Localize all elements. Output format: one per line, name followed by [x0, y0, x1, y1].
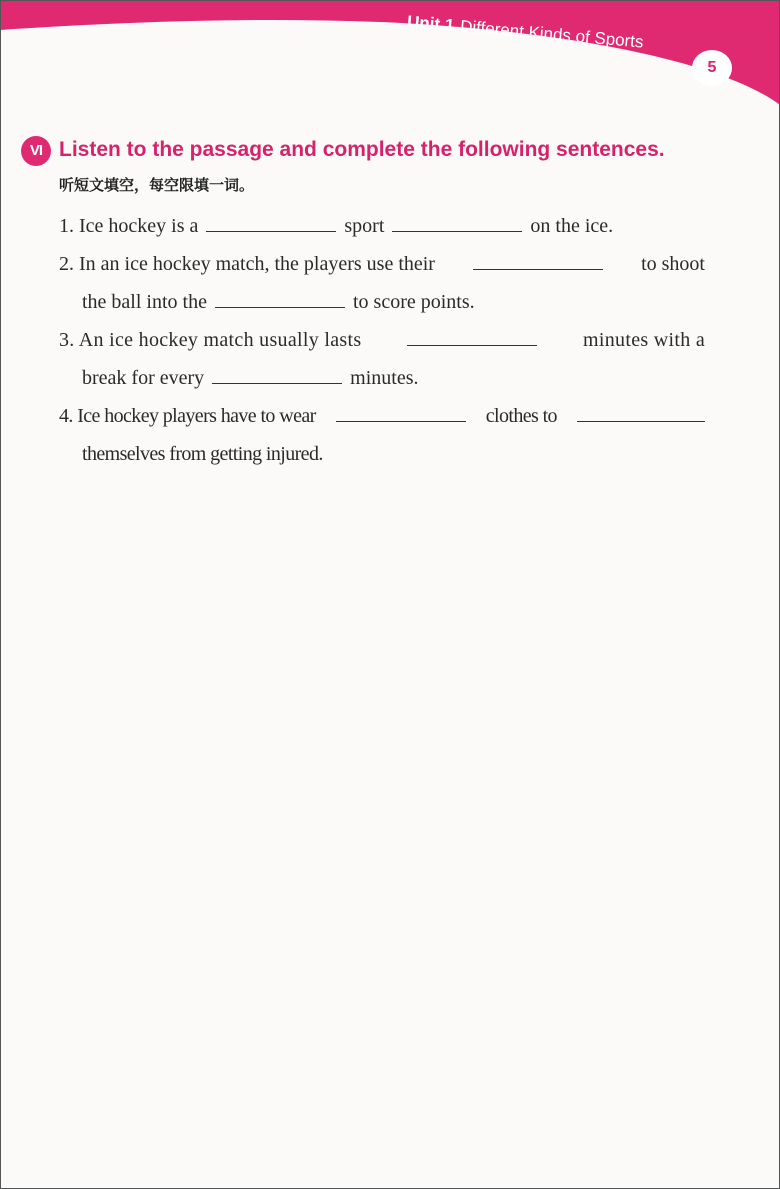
- question-text: minutes with a: [583, 329, 705, 351]
- question-text: 4. Ice hockey players have to wear: [59, 405, 316, 427]
- question-4: [59, 397, 705, 435]
- header-band: [0, 0, 780, 120]
- question-text: on the ice.: [530, 215, 614, 237]
- question-1: [59, 207, 705, 245]
- question-text: sport: [344, 215, 385, 237]
- answer-blank[interactable]: [215, 285, 345, 308]
- page-number: 5: [692, 50, 732, 86]
- question-text: 3. An ice hockey match usually lasts: [59, 329, 362, 351]
- answer-blank[interactable]: [206, 209, 336, 232]
- answer-blank[interactable]: [392, 209, 522, 232]
- answer-blank[interactable]: [577, 399, 705, 422]
- question-text: 2. In an ice hockey match, the players use their: [59, 253, 435, 275]
- answer-blank[interactable]: [473, 247, 603, 270]
- question-3: [59, 321, 705, 359]
- question-list: [59, 207, 705, 473]
- question-4-continued: [59, 435, 705, 473]
- question-text: clothes to: [485, 405, 557, 427]
- section-instruction: 听短文填空，每空限填一词。: [59, 176, 255, 194]
- answer-blank[interactable]: [407, 323, 537, 346]
- question-text: to shoot: [641, 253, 705, 275]
- answer-blank[interactable]: [212, 361, 342, 384]
- question-text: to score points.: [352, 291, 475, 313]
- question-text: 1. Ice hockey is a: [59, 215, 199, 237]
- unit-title: Different Kinds of Sports: [459, 16, 645, 52]
- answer-blank[interactable]: [336, 399, 466, 422]
- section-badge: VI: [21, 136, 51, 166]
- section-title: Listen to the passage and complete the following sentences.: [59, 138, 665, 161]
- question-text: themselves from getting injured.: [82, 443, 323, 465]
- question-text: break for every: [82, 367, 205, 389]
- question-3-continued: [59, 359, 705, 397]
- question-text: minutes.: [350, 367, 419, 389]
- question-2-continued: [59, 283, 705, 321]
- unit-label: Unit 1: [406, 12, 456, 36]
- question-2: [59, 245, 705, 283]
- question-text: the ball into the: [82, 291, 207, 313]
